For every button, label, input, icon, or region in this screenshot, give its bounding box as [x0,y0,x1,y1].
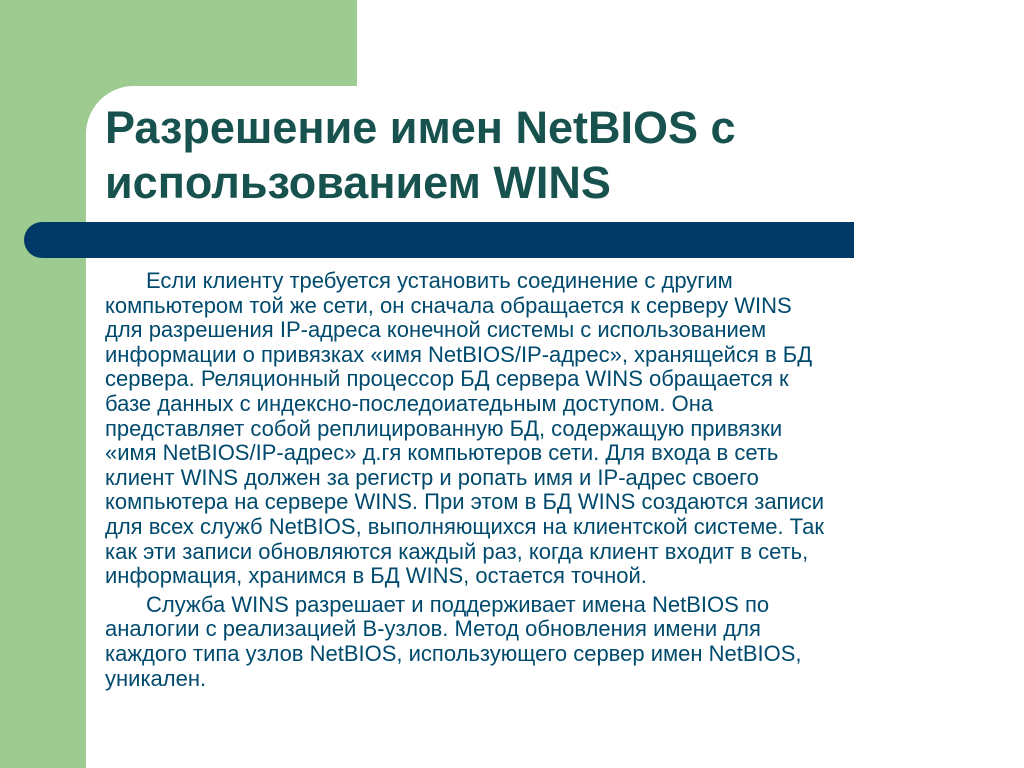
body-line: компьютера на сервере WINS. При этом в БД WINS создаются записи [105,489,825,515]
body-line: базе данных с индексно-последоиатедьным доступом. Она [105,390,714,416]
title-line: Разрешение имен NetBIOS с [105,102,736,153]
body-line: информации о привязках «имя NetBIOS/IP-адрес», хранящейся в БД [105,341,813,367]
title-divider-bar [24,222,854,258]
body-line: сервера. Реляционный процессор БД сервера WINS обращается к [105,366,789,392]
body-line: Служба WINS разрешает и поддерживает имена NetBIOS по [146,591,770,617]
body-paragraph-2 [105,593,965,691]
body-line: представляет собой реплицированную БД, содержащую привязки [105,415,783,441]
body-line: уникален. [105,665,207,691]
body-line: Если клиенту требуется установить соединение с другим [146,268,733,293]
body-paragraph-1 [105,269,965,589]
body-line: для разрешения IP-адреса конечной системы с использованием [105,317,767,343]
body-line: «имя NetBIOS/IP-адрес» д.гя компьютеров сети. Для входа в сеть [105,440,779,466]
body-line: аналогии с реализацией В-узлов. Метод обновления имени для [105,616,761,642]
body-line: для всех служб NetBIOS, выполняющихся на клиентской системе. Так [105,513,824,539]
slide-title [105,100,965,210]
body-line: информация, хранимся в БД WINS, остается точной. [105,563,647,589]
body-line: компьютером той же сети, он сначала обращается к серверу WINS [105,292,792,318]
body-line: клиент WINS должен за регистр и ропать имя и IP-адрес своего [105,464,759,490]
body-line: как эти записи обновляются каждый раз, когда клиент входит в сеть, [105,538,809,564]
title-line: использованием WINS [105,157,611,208]
body-line: каждого типа узлов NetBIOS, использующего сервер имен NetBIOS, [105,640,802,666]
slide-body [105,269,965,695]
